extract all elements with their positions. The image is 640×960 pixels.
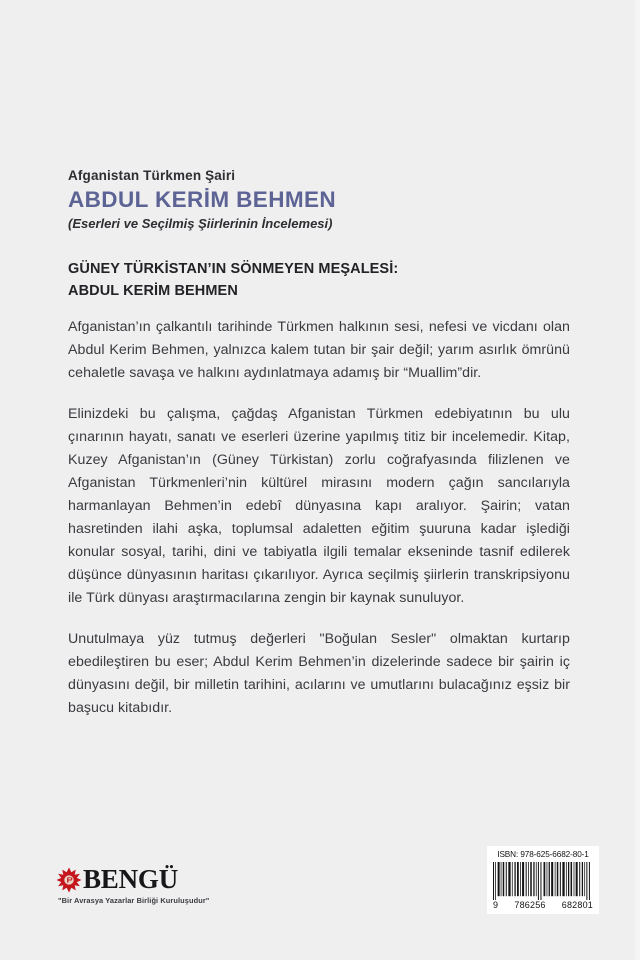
blurb-heading-line-1: GÜNEY TÜRKİSTAN’IN SÖNMEYEN MEŞALESİ: bbox=[68, 261, 399, 277]
poet-name: ABDUL KERİM BEHMEN bbox=[68, 186, 337, 212]
blurb-heading bbox=[68, 258, 568, 303]
barcode-digit-group-right: 682801 bbox=[561, 899, 593, 910]
publisher-tagline: "Bir Avrasya Yazarlar Birliği Kuruluşudur" bbox=[58, 896, 210, 905]
isbn-barcode bbox=[487, 846, 599, 914]
poet-kicker: Afganistan Türkmen Şairi bbox=[68, 168, 236, 183]
blurb-paragraph: Elinizdeki bu çalışma, çağdaş Afganistan Türkmen edebiyatının bu ulu çınarının hayatı, sanatı ve eserleri üzerine yapılmış titiz bir incelemedir. Kitap, Kuzey Afganistan’ın (Güney Türkistan) zorlu coğrafyasında filizlenen ve Afganistan Türkmenleri’nin kültürel mirasını modern çağın sancılarıyla harmanlayan Behmen’in edebî dünyasına kapı aralıyor. Şairin; vatan hasretinden ilahi aşka, toplumsal adaletten eğitim şuuruna kadar işlediği konular sosyal, tarihi, dini ve tabiyatla ilgili temalar ekseninde tasnif edilerek düşünce dünyasının haritası çıkarılıyor. Ayrıca seçilmiş şiirlerin transkripsiyonu ile Türk dünyası araştırmacılarına zengin bir kaynak sunuluyor. bbox=[68, 406, 570, 606]
blurb-paragraph: Unutulmaya yüz tutmuş değerleri "Boğulan Sesler" olmaktan kurtarıp ebedileştiren bu eser; Abdul Kerim Behmen’in dizelerinde sadece bir şairin iç dünyasını değil, bir milletin tarihini, acılarını ve umutlarını bulacağınız eşsiz bir başucu kitabıdır. bbox=[68, 631, 570, 716]
publisher-name: BENGÜ bbox=[83, 864, 179, 894]
publisher-logo bbox=[56, 866, 256, 905]
blurb-body bbox=[68, 316, 570, 720]
barcode-digits bbox=[492, 900, 594, 911]
blurb-heading-line-2: ABDUL KERİM BEHMEN bbox=[68, 283, 238, 300]
masthead bbox=[68, 168, 568, 232]
barcode-bars-icon bbox=[492, 862, 594, 900]
barcode-digit-prefix: 9 bbox=[493, 899, 499, 910]
barcode-digit-group-left: 786256 bbox=[514, 899, 546, 910]
poet-subtitle: (Eserleri ve Seçilmiş Şiirlerinin İncelemesi) bbox=[68, 215, 333, 231]
red-star-burst-icon bbox=[56, 867, 82, 893]
blurb-paragraph: Afganistan’ın çalkantılı tarihinde Türkmen halkının sesi, nefesi ve vicdanı olan Abdul Kerim Behmen, yalnızca kalem tutan bir şair değil; yarım asırlık ömrünü cehaletle savaşa ve halkını aydınlatmaya adamış bir “Muallim”dir. bbox=[68, 319, 570, 381]
publisher-mark bbox=[56, 866, 256, 893]
isbn-label: ISBN: 978-625-6682-80-1 bbox=[497, 850, 589, 859]
